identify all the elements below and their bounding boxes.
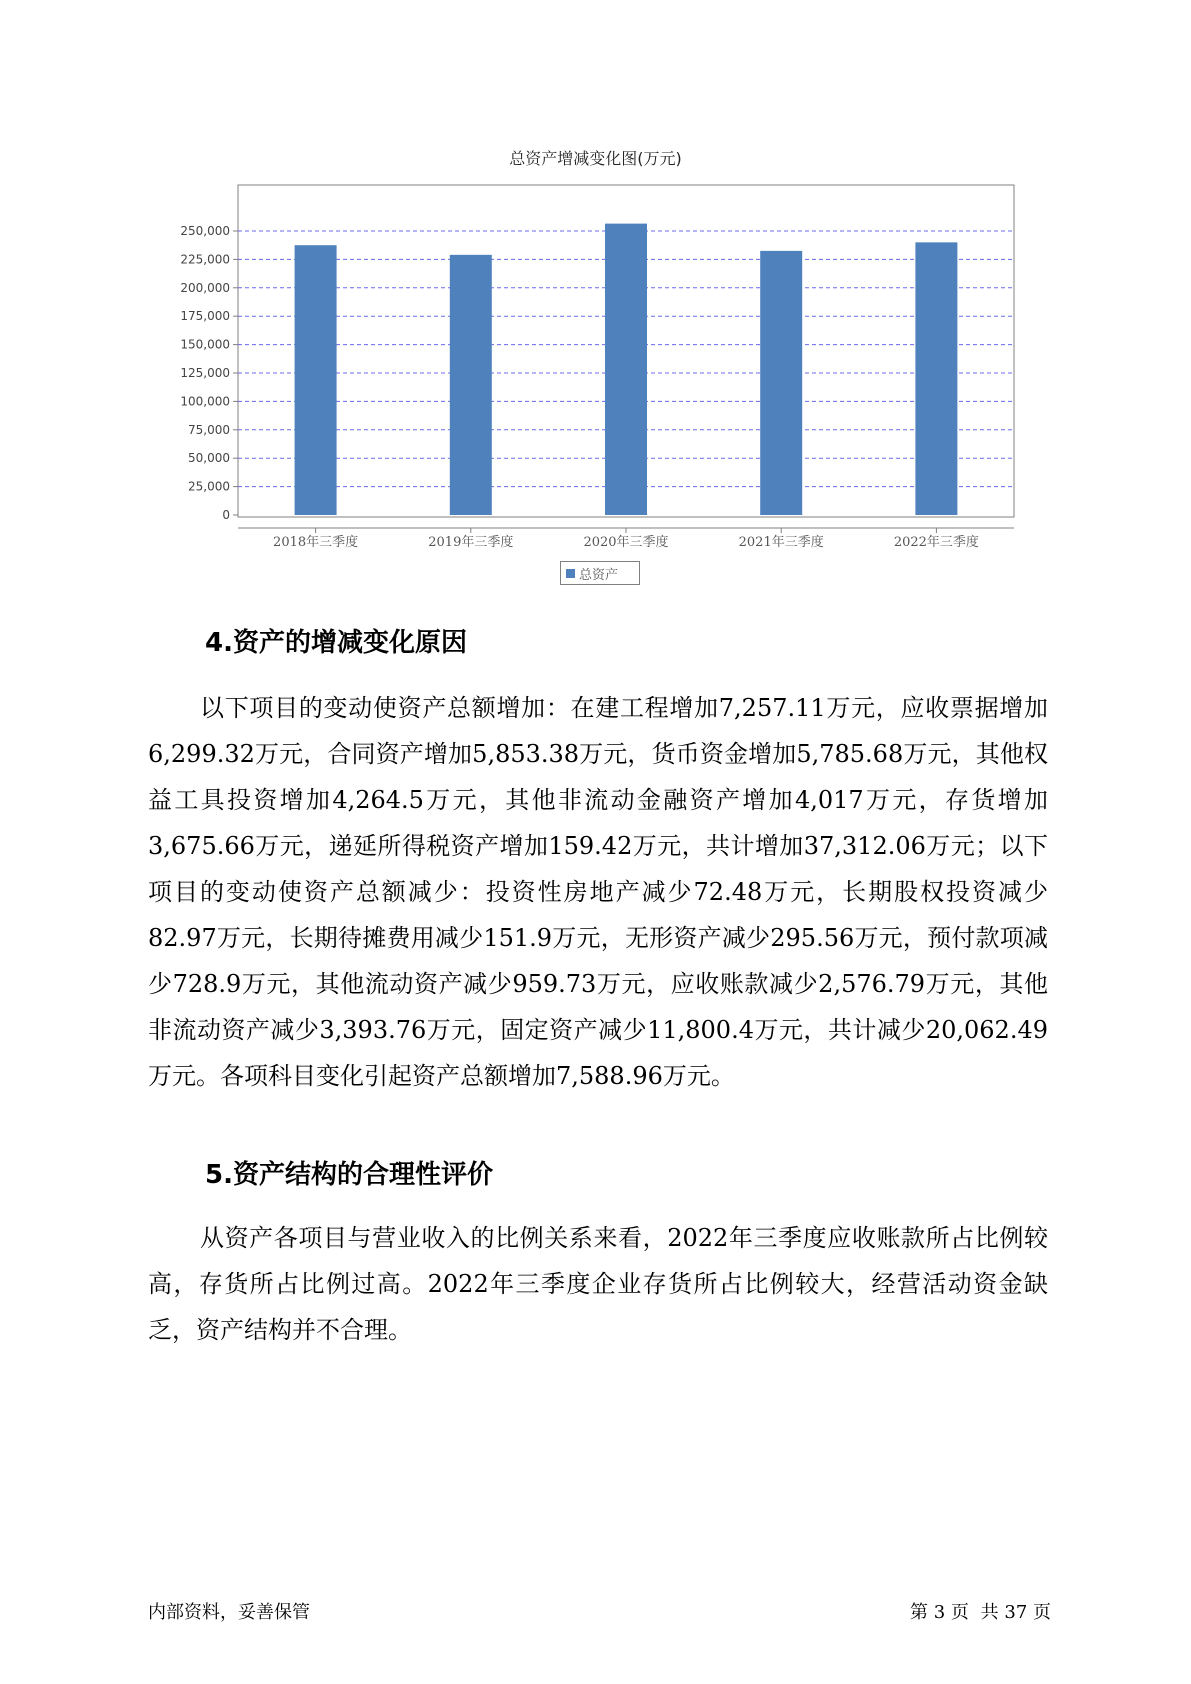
section-4-body: 以下项目的变动使资产总额增加：在建工程增加7,257.11万元，应收票据增加6,299.32万元，合同资产增加5,853.38万元，货币资金增加5,785.68万元，其他权益工具投资增加4,264.5万元，其他非流动金融资产增加4,017万元，存货增加3,675.66万元，递延所得税资产增加159.42万元，共计增加37,312.06万元；以下项目的变动使资产总额减少：投资性房地产减少72.48万元，长期股权投资减少82.97万元，长期待摊费用减少151.9万元，无形资产减少295.56万元，预付款项减少728.9万元，其他流动资产减少959.73万元，应收账款减少2,576.79万元，其他非流动资产减少3,393.76万元，固定资产减少11,800.4万元，共计减少20,062.49万元。各项科目变化引起资产总额增加7,588.96万元。 — [148, 694, 1048, 1090]
x-tick-label: 2022年三季度 — [893, 535, 979, 550]
section-4-heading: 4.资产的增减变化原因 — [205, 628, 467, 658]
bar-2 — [450, 255, 492, 515]
y-tick-label: 150,000 — [180, 337, 230, 352]
y-tick-label: 175,000 — [180, 309, 230, 324]
section-5-heading: 5.资产结构的合理性评价 — [205, 1160, 493, 1190]
x-tick-label: 2021年三季度 — [738, 535, 824, 550]
y-tick-label: 25,000 — [188, 479, 230, 494]
y-tick-label: 200,000 — [180, 280, 230, 295]
footer-page-info — [904, 1598, 1051, 1624]
x-tick-label: 2020年三季度 — [583, 535, 669, 550]
y-tick-label: 225,000 — [180, 252, 230, 267]
y-tick-label: 0 — [222, 508, 230, 522]
total-assets-bar-chart — [0, 0, 1191, 560]
y-tick-label: 250,000 — [180, 224, 230, 238]
total-pages: 共 37 页 — [980, 1602, 1051, 1623]
legend-label: 总资产 — [579, 567, 619, 583]
y-tick-label: 100,000 — [180, 394, 230, 409]
bar-1 — [295, 245, 337, 515]
x-tick-label: 2018年三季度 — [273, 535, 359, 550]
page-number: 第 3 页 — [910, 1602, 969, 1623]
x-tick-label: 2019年三季度 — [428, 535, 514, 550]
y-tick-label: 50,000 — [188, 451, 230, 466]
bar-5 — [915, 242, 957, 515]
y-tick-label: 125,000 — [180, 366, 230, 380]
chart-legend — [560, 561, 640, 585]
bar-3 — [605, 224, 647, 515]
legend-swatch — [566, 569, 575, 578]
chart-title: 总资产增减变化图(万元) — [509, 149, 682, 168]
bar-4 — [760, 251, 802, 515]
footer-confidential-note: 内部资料，妥善保管 — [148, 1602, 310, 1623]
section-5-body: 从资产各项目与营业收入的比例关系来看，2022年三季度应收账款所占比例较高，存货所占比例过高。2022年三季度企业存货所占比例较大，经营活动资金缺乏，资产结构并不合理。 — [148, 1224, 1048, 1344]
y-tick-label: 75,000 — [188, 422, 230, 437]
